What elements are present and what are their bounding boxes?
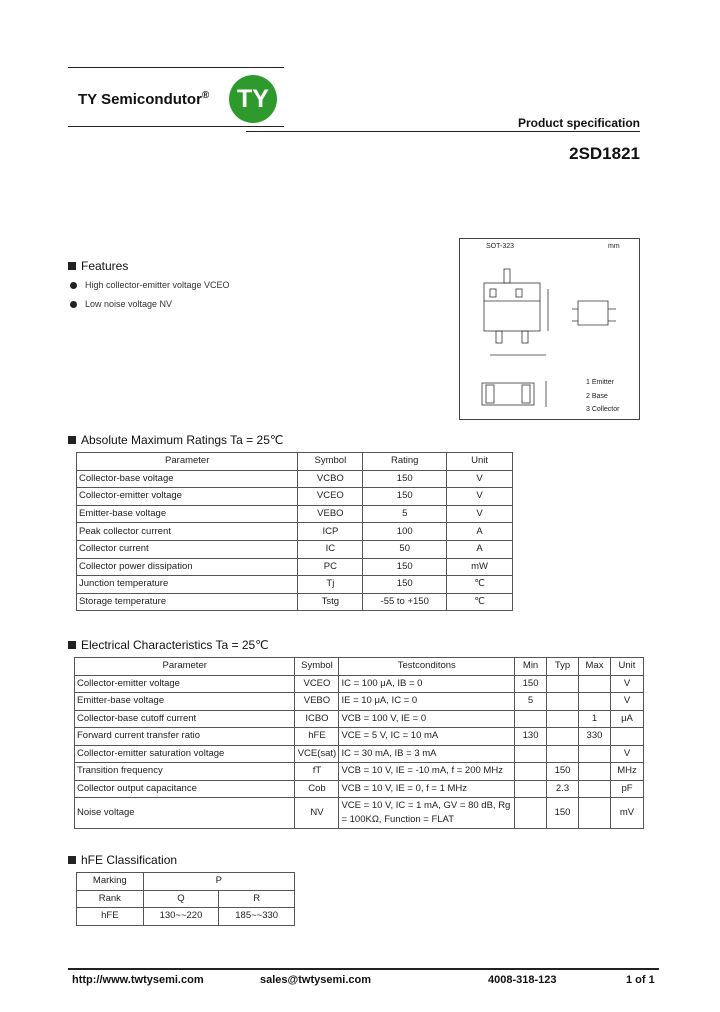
unit-cell: mV [610,798,643,829]
table-row [75,710,644,728]
header-cell: Parameter [77,453,298,471]
features-title: Features [81,259,129,273]
rating-cell: 150 [363,576,447,594]
unit-cell: A [447,540,513,558]
rating-cell: 150 [363,470,447,488]
condition-cell: VCE = 5 V, IC = 10 mA [339,728,515,746]
symbol-cell: hFE [295,728,339,746]
table-row [77,873,295,891]
rank-label-cell: Rank [77,890,144,908]
header-bottom-rule [68,126,284,127]
typ-cell: 150 [547,798,579,829]
symbol-cell: VCE(sat) [295,745,339,763]
min-cell [515,798,547,829]
unit-cell: μA [610,710,643,728]
param-cell: Forward current transfer ratio [75,728,295,746]
header-cell: Unit [610,658,643,676]
header-cell: Testconditons [339,658,515,676]
header-cell: Max [579,658,611,676]
symbol-cell: Cob [295,780,339,798]
unit-cell: V [447,488,513,506]
param-cell: Collector-emitter saturation voltage [75,745,295,763]
table-row [77,890,295,908]
condition-cell: VCB = 100 V, IE = 0 [339,710,515,728]
max-cell [579,745,611,763]
pin-label: 1 Emitter [586,379,615,386]
symbol-cell: VCBO [298,470,363,488]
header-cell: Unit [447,453,513,471]
unit-cell: MHz [610,763,643,781]
unit-cell: V [447,505,513,523]
symbol-cell: VEBO [295,693,339,711]
typ-cell [547,710,579,728]
package-outline-svg [460,239,639,419]
param-cell: Collector-base cutoff current [75,710,295,728]
unit-cell: V [610,675,643,693]
footer-phone: 4008-318-123 [488,974,557,986]
symbol-cell: PC [298,558,363,576]
header-top-rule [68,67,284,68]
hfe-heading [68,853,177,867]
pin-label: 3 Collector [586,406,620,413]
param-cell: Collector power dissipation [77,558,298,576]
elec-title: Electrical Characteristics Ta = 25℃ [81,638,269,652]
table-row [77,576,513,594]
param-cell: Emitter-base voltage [75,693,295,711]
symbol-cell: VEBO [298,505,363,523]
rank-cell: R [219,890,295,908]
param-cell: Collector-emitter voltage [75,675,295,693]
rank-cell: Q [143,890,219,908]
marking-value-cell: P [143,873,294,891]
unit-cell: V [610,693,643,711]
table-header-row [77,453,513,471]
condition-cell: IC = 100 μA, IB = 0 [339,675,515,693]
square-bullet-icon [68,856,76,864]
unit-cell: pF [610,780,643,798]
table-row [75,780,644,798]
min-cell [515,710,547,728]
typ-cell [547,728,579,746]
condition-cell: VCB = 10 V, IE = 0, f = 1 MHz [339,780,515,798]
unit-cell: A [447,523,513,541]
square-bullet-icon [68,641,76,649]
typ-cell [547,693,579,711]
features-heading [68,259,128,273]
footer-email[interactable]: sales@twtysemi.com [260,974,371,986]
table-row [77,908,295,926]
condition-cell: VCB = 10 V, IE = -10 mA, f = 200 MHz [339,763,515,781]
pin-label: 2 Base [586,393,608,400]
unit-cell: ℃ [447,576,513,594]
param-cell: Collector output capacitance [75,780,295,798]
table-row [75,728,644,746]
header-cell: Min [515,658,547,676]
table-row [75,798,644,829]
registered-mark: ® [201,90,210,101]
table-row [75,693,644,711]
feature-text: High collector-emitter voltage VCEO [85,280,230,290]
symbol-cell: ICP [298,523,363,541]
header-cell: Rating [363,453,447,471]
table-row [77,505,513,523]
round-bullet-icon [70,282,77,289]
unit-cell: V [610,745,643,763]
table-row [77,488,513,506]
symbol-cell: Tstg [298,593,363,611]
max-cell [579,780,611,798]
param-cell: Collector current [77,540,298,558]
unit-cell: ℃ [447,593,513,611]
min-cell [515,780,547,798]
package-unit: mm [608,243,620,250]
table-row [77,540,513,558]
max-cell [579,763,611,781]
typ-cell: 150 [547,763,579,781]
rating-cell: 150 [363,558,447,576]
rating-cell: 150 [363,488,447,506]
symbol-cell: IC [298,540,363,558]
typ-cell: 2.3 [547,780,579,798]
header-cell: Symbol [295,658,339,676]
table-header-row [75,658,644,676]
param-cell: Noise voltage [75,798,295,829]
footer-website[interactable]: http://www.twtysemi.com [72,974,204,986]
param-cell: Transition frequency [75,763,295,781]
condition-cell: VCE = 10 V, IC = 1 mA, GV = 80 dB, Rg = 100KΩ, Function = FLAT [339,798,515,829]
feature-item [70,299,172,309]
min-cell [515,763,547,781]
package-name: SOT-323 [486,243,515,250]
max-cell: 330 [579,728,611,746]
footer-rule [68,968,659,970]
square-bullet-icon [68,262,76,270]
table-row [75,763,644,781]
condition-cell: IC = 30 mA, IB = 3 mA [339,745,515,763]
table-row [77,558,513,576]
unit-cell [610,728,643,746]
ty-logo: TY [229,75,277,123]
symbol-cell: Tj [298,576,363,594]
unit-cell: V [447,470,513,488]
hfe-label-cell: hFE [77,908,144,926]
symbol-cell: fT [295,763,339,781]
abs-max-title: Absolute Maximum Ratings Ta = 25℃ [81,433,284,447]
rating-cell: 100 [363,523,447,541]
max-cell [579,675,611,693]
hfe-table [76,872,295,926]
brand-text: TY Semicondutor [78,91,202,108]
elec-heading [68,638,269,652]
param-cell: Junction temperature [77,576,298,594]
symbol-cell: NV [295,798,339,829]
table-row [75,745,644,763]
spec-title: Product specification [517,116,640,130]
table-row [77,470,513,488]
feature-text: Low noise voltage NV [85,299,173,309]
abs-max-table [76,452,513,611]
min-cell: 5 [515,693,547,711]
param-cell: Collector-emitter voltage [77,488,298,506]
condition-cell: IE = 10 μA, IC = 0 [339,693,515,711]
header-cell: Typ [547,658,579,676]
min-cell: 130 [515,728,547,746]
marking-label-cell: Marking [77,873,144,891]
rating-cell: 50 [363,540,447,558]
abs-max-heading [68,433,283,447]
symbol-cell: VCEO [295,675,339,693]
symbol-cell: VCEO [298,488,363,506]
footer-page: 1 of 1 [626,974,655,986]
table-row [77,593,513,611]
round-bullet-icon [70,301,77,308]
param-cell: Emitter-base voltage [77,505,298,523]
header-cell: Symbol [298,453,363,471]
param-cell: Collector-base voltage [77,470,298,488]
square-bullet-icon [68,436,76,444]
rating-cell: -55 to +150 [363,593,447,611]
max-cell [579,798,611,829]
min-cell [515,745,547,763]
max-cell [579,693,611,711]
min-cell: 150 [515,675,547,693]
hfe-title: hFE Classification [81,853,178,867]
typ-cell [547,675,579,693]
brand-name [78,90,209,108]
unit-cell: mW [447,558,513,576]
table-row [77,523,513,541]
table-row [75,675,644,693]
param-cell: Peak collector current [77,523,298,541]
part-number: 2SD1821 [569,144,640,163]
param-cell: Storage temperature [77,593,298,611]
spec-rule [246,131,640,132]
elec-table [74,657,644,829]
hfe-range-cell: 130~~220 [143,908,219,926]
package-drawing [459,238,640,420]
typ-cell [547,745,579,763]
max-cell: 1 [579,710,611,728]
symbol-cell: ICBO [295,710,339,728]
feature-item [70,280,230,290]
hfe-range-cell: 185~~330 [219,908,295,926]
header-cell: Parameter [75,658,295,676]
rating-cell: 5 [363,505,447,523]
